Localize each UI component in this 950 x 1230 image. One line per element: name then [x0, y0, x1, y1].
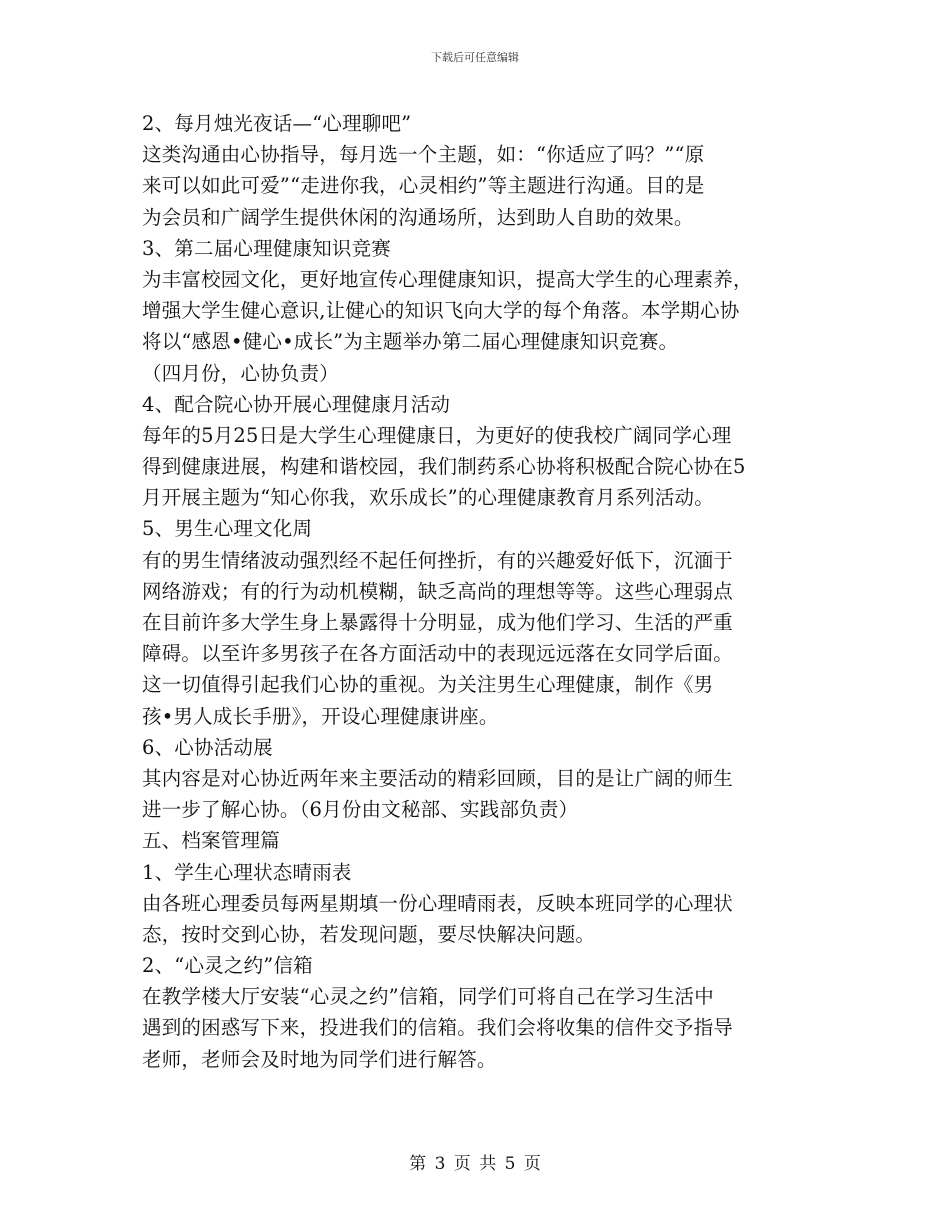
paragraph-line: 在目前许多大学生身上暴露得十分明显，成为他们学习、生活的严重 [142, 611, 734, 634]
paragraph-line: 有的男生情绪波动强烈经不起任何挫折，有的兴趣爱好低下，沉湎于 [142, 548, 734, 572]
paragraph-line: 这一切值得引起我们心协的重视。为关注男生心理健康，制作《男 [142, 673, 714, 697]
paragraph-line: 由各班心理委员每两星期填一份心理晴雨表，反映本班同学的心理状 [142, 891, 734, 915]
heading-mailbox: 2、“心灵之约”信箱 [142, 954, 313, 978]
paragraph-line: 为丰富校园文化，更好地宣传心理健康知识，提高大学生的心理素养， [142, 267, 753, 291]
paragraph-line: 其内容是对心协近两年来主要活动的精彩回顾，目的是让广阔的师生 [142, 766, 734, 790]
heading-activity-exhibition: 6、心协活动展 [142, 735, 273, 759]
paragraph-line: 增强大学生健心意识,让健心的知识飞向大学的每个角落。本学期心协 [142, 299, 740, 323]
paragraph-line: 得到健康进展，构建和谐校园，我们制药系心协将积极配合院心协在5 [142, 455, 746, 479]
paragraph-line: 月开展主题为“知心你我，欢乐成长”的心理健康教育月系列活动。 [142, 486, 714, 510]
paragraph-line: 孩•男人成长手册》，开设心理健康讲座。 [142, 704, 499, 728]
document-body [142, 108, 808, 1075]
paragraph-line: 遇到的困惑写下来，投进我们的信箱。我们会将收集的信件交予指导 [142, 1016, 734, 1040]
heading-mood-barometer: 1、学生心理状态晴雨表 [142, 860, 352, 884]
paragraph-line: （四月份，心协负责） [142, 361, 340, 385]
paragraph-line: 老师，老师会及时地为同学们进行解答。 [142, 1047, 497, 1071]
paragraph-line: 来可以如此可爱”“走进你我，心灵相约”等主题进行沟通。目的是 [142, 174, 705, 198]
paragraph-line: 为会员和广阔学生提供休闲的沟通场所，达到助人自助的效果。 [142, 205, 694, 229]
page-header: 下载后可任意编辑 [431, 51, 519, 64]
paragraph-line: 将以“感恩•健心•成长”为主题举办第二届心理健康知识竞赛。 [142, 330, 679, 354]
paragraph-line: 网络游戏；有的行为动机模糊，缺乏高尚的理想等等。这些心理弱点 [142, 579, 734, 603]
paragraph-line: 进一步了解心协。（6月份由文秘部、实践部负责） [142, 798, 579, 822]
heading-candlelight-talk: 2、每月烛光夜话—“心理聊吧” [142, 112, 412, 135]
paragraph-line: 态，按时交到心协，若发现问题，要尽快解决问题。 [142, 922, 596, 946]
heading-health-month: 4、配合院心协开展心理健康月活动 [142, 392, 451, 416]
heading-male-culture-week: 5、男生心理文化周 [142, 517, 313, 541]
page-number-footer: 第 3 页 共 5 页 [409, 1154, 541, 1174]
paragraph-line: 每年的5月25日是大学生心理健康日，为更好的使我校广阔同学心理 [142, 423, 732, 447]
heading-knowledge-contest: 3、第二届心理健康知识竞赛 [142, 236, 392, 260]
paragraph-line: 这类沟通由心协指导，每月选一个主题，如：“你适应了吗？”“原 [142, 143, 705, 167]
paragraph-line: 在教学楼大厅安装“心灵之约”信箱，同学们可将自己在学习生活中 [142, 985, 714, 1009]
section-heading-archives: 五、档案管理篇 [142, 829, 280, 853]
paragraph-line: 障碍。以至许多男孩子在各方面活动中的表现远远落在女同学后面。 [142, 642, 734, 666]
